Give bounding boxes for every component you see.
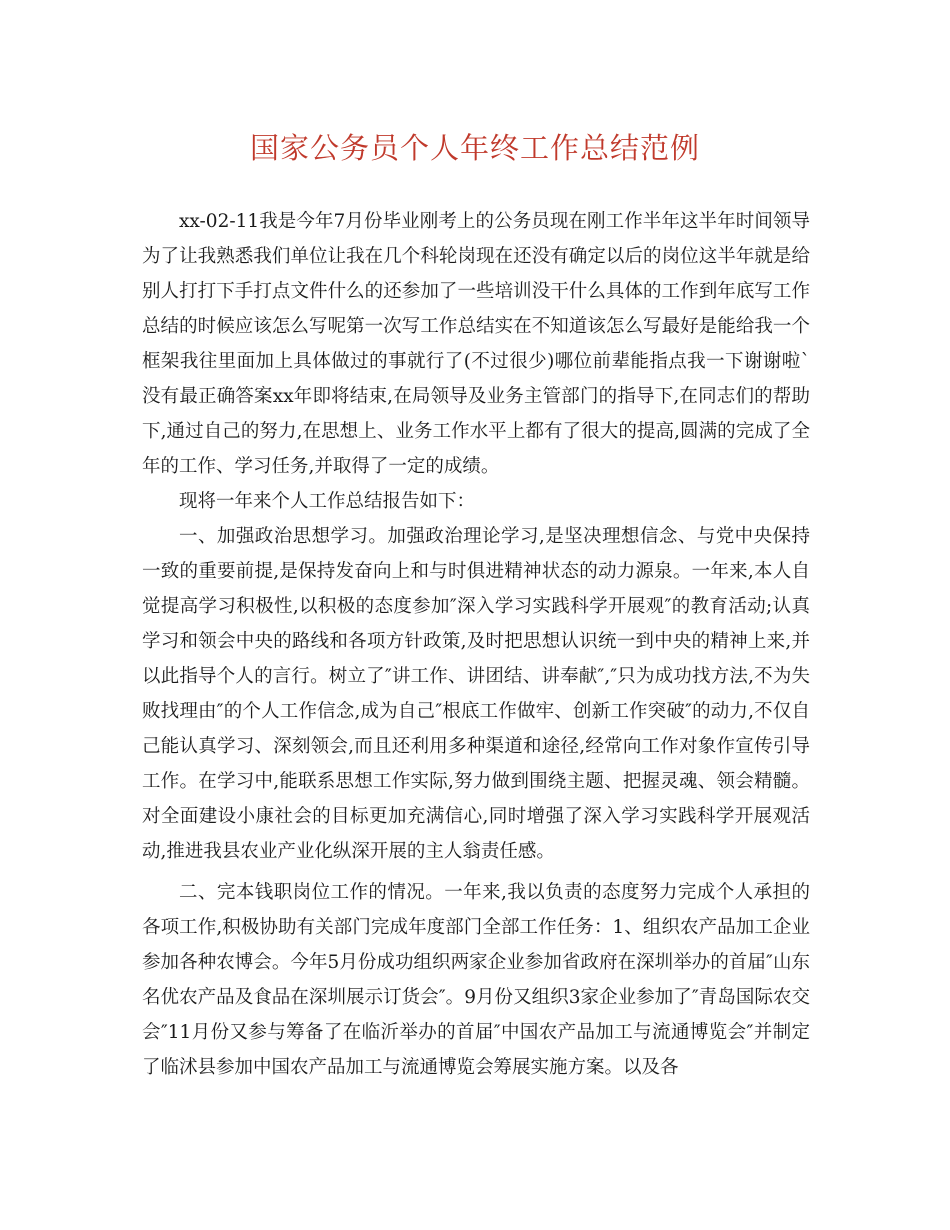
paragraph-section-1: 一、加强政治思想学习。加强政治理论学习,是坚决理想信念、与党中央保持一致的重要前提,是保持发奋向上和与时俱进精神状态的动力源泉。一年来,本人自觉提高学习积极性,以积极的态度参加″深入学习实践科学开展观″的教育活动;认真学习和领会中央的路线和各项方针政策,及时把思想认识统一到中央的精神上来,并以此指导个人的言行。树立了″讲工作、讲团结、讲奉献″,″只为成功找方法,不为失败找理由″的个人工作信念,成为自己″根底工作做牢、创新工作突破″的动力,不仅自己能认真学习、深刻领会,而且还利用多种渠道和途径,经常向工作对象作宣传引导工作。在学习中,能联系思想工作实际,努力做到围绕主题、把握灵魂、领会精髓。对全面建设小康社会的目标更加充满信心,同时增强了深入学习实践科学开展观活动,推进我县农业产业化纵深开展的主人翁责任感。 <box>142 526 810 862</box>
document-body <box>142 204 810 1085</box>
paragraph-intro: xx-02-11我是今年7月份毕业刚考上的公务员现在刚工作半年这半年时间领导为了让我熟悉我们单位让我在几个科轮岗现在还没有确定以后的岗位这半年就是给别人打打下手打点文件什么的还参加了一些培训没干什么具体的工作到年底写工作总结的时候应该怎么写呢第一次写工作总结实在不知道该怎么写最好是能给我一个框架我往里面加上具体做过的事就行了(不过很少)哪位前辈能指点我一下谢谢啦`没有最正确答案xx年即将结束,在局领导及业务主管部门的指导下,在同志们的帮助下,通过自己的努力,在思想上、业务工作水平上都有了很大的提高,圆满的完成了全年的工作、学习任务,并取得了一定的成绩。 <box>142 211 810 477</box>
document-title: 国家公务员个人年终工作总结范例 <box>249 131 700 165</box>
paragraph-report-lead: 现将一年来个人工作总结报告如下： <box>179 491 476 512</box>
paragraph-section-2: 二、完本钱职岗位工作的情况。一年来,我以负责的态度努力完成个人承担的各项工作,积极协助有关部门完成年度部门全部工作任务：1、组织农产品加工企业参加各种农博会。今年5月份成功组织两家企业参加省政府在深圳举办的首届″山东名优农产品及食品在深圳展示订货会″。9月份又组织3家企业参加了″青岛国际农交会″11月份又参与筹备了在临沂举办的首届″中国农产品加工与流通博览会″并制定了临沭县参加中国农产品加工与流通博览会筹展实施方案。以及各 <box>142 882 810 1078</box>
